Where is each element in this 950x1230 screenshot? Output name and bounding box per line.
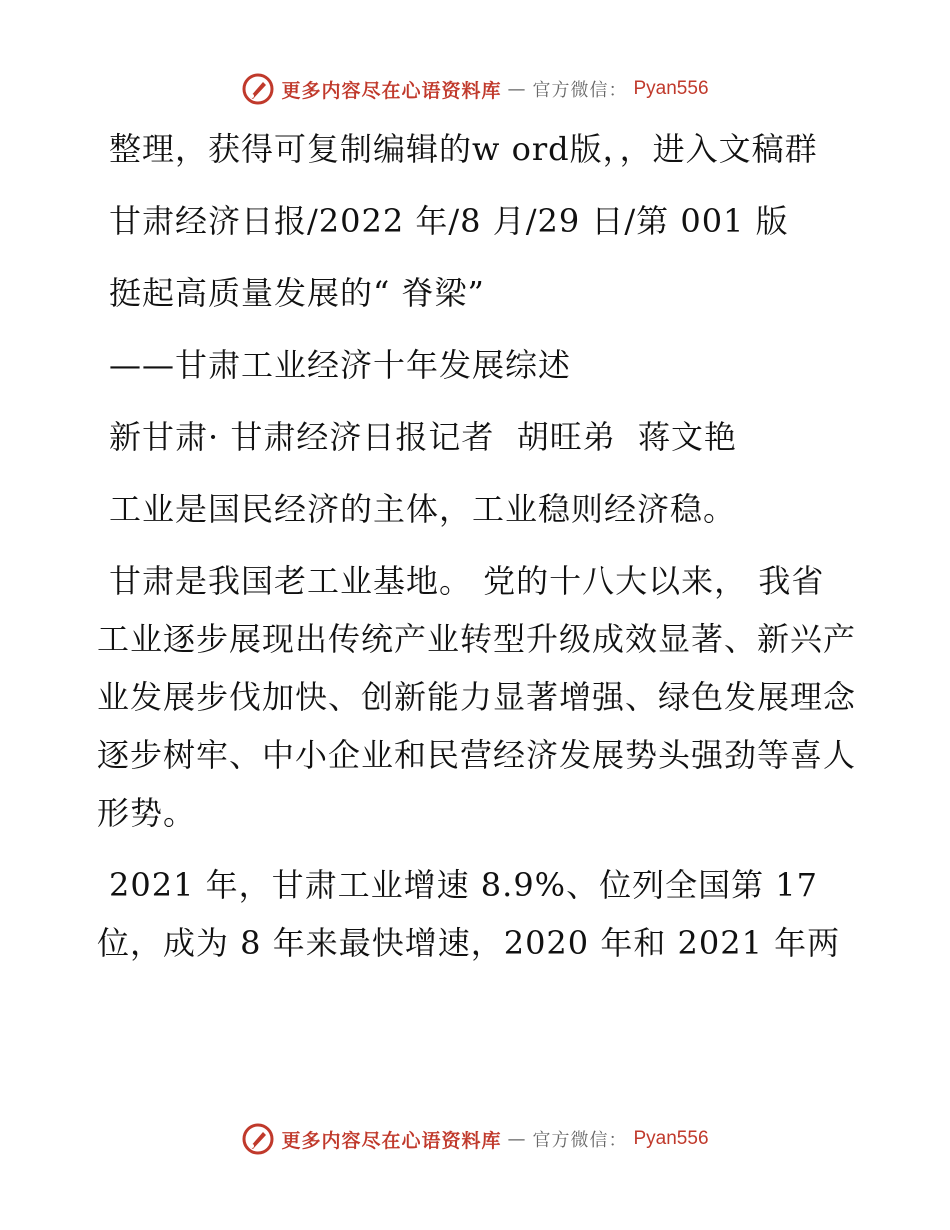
watermark-banner-top — [0, 72, 950, 106]
paragraph-lead: 工业是国民经济的主体，工业稳则经济稳。 — [109, 490, 737, 528]
quill-logo-icon — [241, 1122, 275, 1156]
quill-logo-icon — [241, 72, 275, 106]
watermark-wechat-id: Pyan556 — [633, 78, 709, 99]
watermark-red-text: 更多内容尽在心语资料库 — [281, 1129, 502, 1152]
watermark-wechat-label: 官方微信： — [532, 1130, 628, 1151]
watermark-banner-bottom — [0, 1122, 950, 1156]
watermark-wechat-label: 官方微信： — [532, 80, 628, 101]
paragraph-body-1: 甘肃是我国老工业基地。 党的十八大以来， 我省工业逐步展现出传统产业转型升级成效显著、新兴产业发展步伐加快、创新能力显著增强、绿色发展理念逐步树牢、中小企业和民营经济发展势头强劲等喜人形势。 — [97, 562, 857, 832]
article-subtitle: ——甘肃工业经济十年发展综述 — [109, 346, 572, 384]
watermark-dash: — — [507, 78, 527, 100]
paragraph-intro: 整理，获得可复制编辑的w ord版，，进入文稿群 — [109, 130, 818, 168]
watermark-red-text: 更多内容尽在心语资料库 — [281, 79, 502, 102]
article-byline: 新甘肃· 甘肃经济日报记者 胡旺弟 蒋文艳 — [109, 418, 738, 456]
paragraph-body-2: 2021 年，甘肃工业增速 8.9%、位列全国第 17 位，成为 8 年来最快增速，2020 年和 2021 年两 — [97, 866, 841, 962]
watermark-wechat-id: Pyan556 — [633, 1128, 709, 1149]
document-body — [97, 120, 857, 986]
watermark-dash: — — [507, 1128, 527, 1150]
article-title: 挺起高质量发展的“ 脊梁” — [109, 274, 485, 312]
paragraph-source: 甘肃经济日报/2022 年/8 月/29 日/第 001 版 — [109, 202, 789, 240]
